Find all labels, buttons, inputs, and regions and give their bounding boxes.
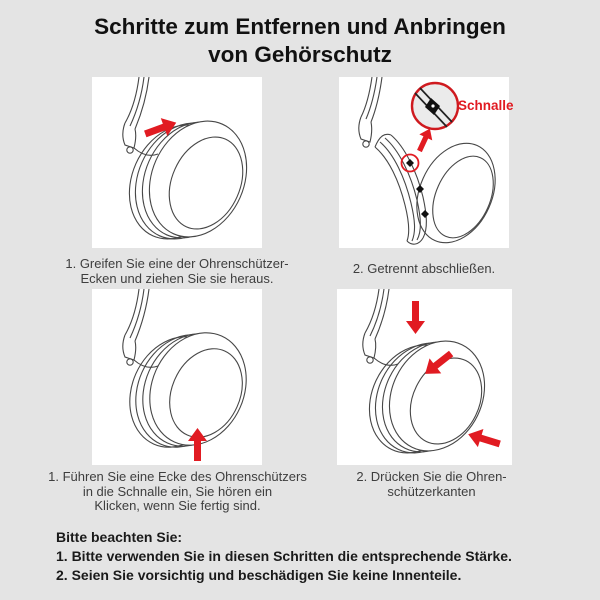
- panel-step-2-attach: [337, 289, 512, 465]
- caption-line: Ecken und ziehen Sie sie heraus.: [80, 270, 274, 286]
- caption-step-2-attach: [349, 470, 514, 499]
- caption-step-1-attach: [40, 470, 315, 514]
- caption-line: in die Schnalle ein, Sie hören ein: [82, 483, 273, 499]
- red-arrow-icon: [419, 346, 457, 381]
- headphone-illustration: [92, 77, 262, 248]
- red-arrow-icon: [188, 428, 207, 461]
- caption-line: 1. Greifen Sie eine der Ohrenschützer-: [65, 256, 289, 271]
- page-title: [0, 13, 600, 69]
- caption-line: 2. Drücken Sie die Ohren-: [356, 469, 507, 484]
- buckle-callout-label: Schnalle: [458, 98, 514, 113]
- caption-line: 1. Führen Sie eine Ecke des Ohrenschützers: [48, 469, 307, 484]
- notes-item: 2. Seien Sie vorsichtig und beschädigen Sie keine Innenteile.: [56, 567, 462, 583]
- headphone-illustration: [92, 289, 262, 465]
- caption-line: schützerkanten: [387, 483, 476, 499]
- caption-step-2-remove: [339, 262, 509, 277]
- caption-line: Klicken, wenn Sie fertig sind.: [94, 498, 261, 513]
- notes-item: 1. Bitte verwenden Sie in diesen Schritten die entsprechende Stärke.: [56, 548, 512, 564]
- caption-step-1-remove: [57, 257, 297, 286]
- panel-step-1-remove: [92, 77, 262, 248]
- panel-step-2-remove: [339, 77, 514, 248]
- red-arrow-icon: [406, 301, 425, 334]
- page-title-line1: Schritte zum Entfernen und Anbringen: [94, 14, 506, 39]
- headphone-illustration: [337, 289, 512, 465]
- panel-step-1-attach: [92, 289, 262, 465]
- notes-heading: Bitte beachten Sie:: [56, 529, 183, 545]
- notes-section: [56, 528, 576, 585]
- magnifier-circle-icon: [412, 83, 458, 129]
- caption-line: 2. Getrennt abschließen.: [352, 261, 496, 276]
- page-title-line2: von Gehörschutz: [208, 42, 392, 67]
- red-arrow-icon: [465, 425, 502, 453]
